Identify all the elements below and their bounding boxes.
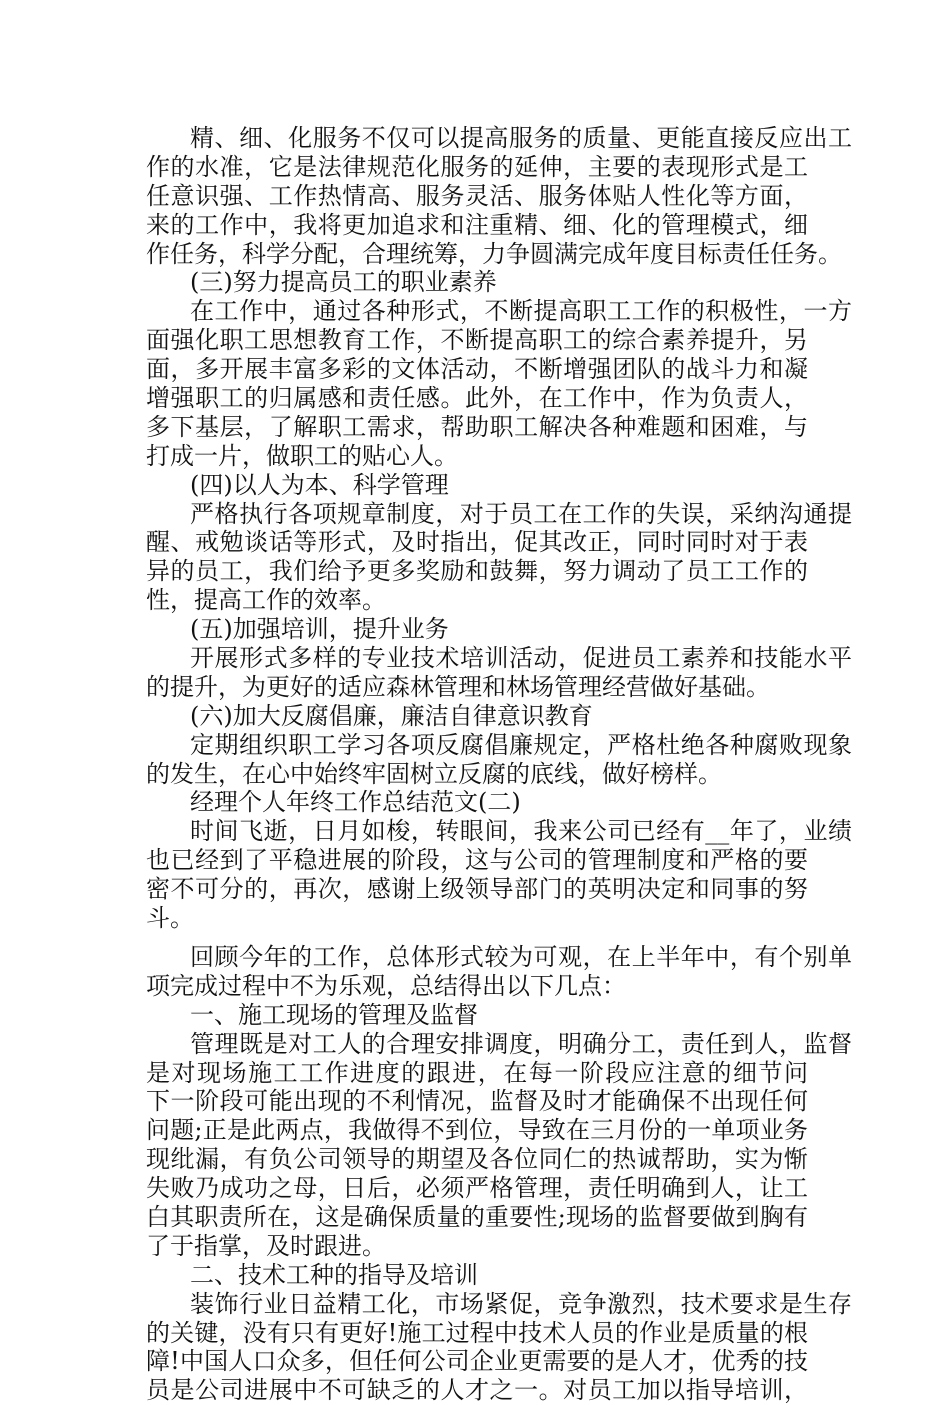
text-line: (六)加大反腐倡廉，廉洁自律意识教育	[190, 701, 593, 730]
text-line: 项完成过程中不为乐观，总结得出以下几点：	[146, 971, 626, 1000]
text-line: 精、细、化服务不仅可以提高服务的质量、更能直接反应出工	[190, 124, 852, 152]
text-line: 问题;正是此两点，我做得不到位，导致在三月份的一单项业务	[146, 1116, 808, 1145]
text-line: 作任务，科学分配，合理统筹，力争圆满完成年度目标责任任务。	[146, 239, 842, 268]
text-line: (三)努力提高员工的职业素养	[190, 268, 497, 297]
text-line: 员是公司进展中不可缺乏的人才之一。对员工加以指导培训，	[146, 1376, 808, 1405]
text-line: 定期组织职工学习各项反腐倡廉规定，严格杜绝各种腐败现象	[190, 730, 852, 759]
text-line: 打成一片，做职工的贴心人。	[146, 441, 458, 470]
text-line: 严格执行各项规章制度，对于员工在工作的失误，采纳沟通提	[190, 499, 852, 528]
text-line: 的发生，在心中始终牢固树立反腐的底线，做好榜样。	[146, 759, 722, 788]
text-line: 多下基层，了解职工需求，帮助职工解决各种难题和困难，与	[146, 412, 808, 441]
text-line: 回顾今年的工作，总体形式较为可观，在上半年中，有个别单	[190, 942, 852, 971]
text-line: 了于指掌，及时跟进。	[146, 1231, 386, 1260]
text-line: 失败乃成功之母，日后，必须严格管理，责任明确到人，让工	[146, 1174, 808, 1203]
text-line: 开展形式多样的专业技术培训活动，促进员工素养和技能水平	[190, 644, 852, 673]
text-line: 管理既是对工人的合理安排调度，明确分工，责任到人，监督	[190, 1029, 852, 1058]
text-line: 二、技术工种的指导及培训	[190, 1260, 478, 1289]
text-line: 增强职工的归属感和责任感。此外，在工作中，作为负责人，	[146, 384, 808, 413]
text-line: 异的员工，我们给予更多奖励和鼓舞，努力调动了员工工作的	[146, 557, 808, 586]
text-line: 也已经到了平稳进展的阶段，这与公司的管理制度和严格的要	[146, 846, 808, 875]
text-line: 白其职责所在，这是确保质量的重要性;现场的监督要做到胸有	[146, 1202, 808, 1231]
text-line: (五)加强培训，提升业务	[190, 615, 449, 644]
text-line: 是对现场施工工作进度的跟进，在每一阶段应注意的细节问	[146, 1058, 808, 1087]
text-line: 障!中国人口众多，但任何公司企业更需要的是人才，优秀的技	[146, 1347, 808, 1376]
text-line: 面强化职工思想教育工作，不断提高职工的综合素养提升，另	[146, 326, 808, 355]
text-line: 的关键，没有只有更好!施工过程中技术人员的作业是质量的根	[146, 1318, 808, 1347]
text-line: (四)以人为本、科学管理	[190, 470, 449, 499]
text-line: 斗。	[146, 904, 194, 933]
text-line: 醒、戒勉谈话等形式，及时指出，促其改正，同时同时对于表	[146, 528, 808, 557]
document-body	[146, 124, 852, 1405]
text-line: 在工作中，通过各种形式，不断提高职工工作的积极性，一方	[190, 297, 852, 326]
paragraph-gap	[146, 933, 808, 943]
text-line: 来的工作中，我将更加追求和注重精、细、化的管理模式，细	[146, 210, 808, 239]
text-line: 性，提高工作的效率。	[146, 586, 386, 615]
text-line: 时间飞逝，日月如梭，转眼间，我来公司已经有__年了，业绩	[190, 817, 852, 846]
text-line: 装饰行业日益精工化，市场紧促，竞争激烈，技术要求是生存	[190, 1289, 852, 1318]
text-line: 经理个人年终工作总结范文(二)	[190, 788, 521, 817]
text-line: 的提升，为更好的适应森林管理和林场管理经营做好基础。	[146, 672, 770, 701]
text-line: 现纰漏，有负公司领导的期望及各位同仁的热诚帮助，实为惭	[146, 1145, 808, 1174]
text-line: 一、施工现场的管理及监督	[190, 1000, 478, 1029]
text-line: 下一阶段可能出现的不利情况，监督及时才能确保不出现任何	[146, 1087, 808, 1116]
text-line: 作的水准，它是法律规范化服务的延伸，主要的表现形式是工	[146, 152, 808, 181]
text-line: 任意识强、工作热情高、服务灵活、服务体贴人性化等方面，	[146, 181, 808, 210]
text-line: 面，多开展丰富多彩的文体活动，不断增强团队的战斗力和凝	[146, 355, 808, 384]
text-line: 密不可分的，再次，感谢上级领导部门的英明决定和同事的努	[146, 875, 808, 904]
